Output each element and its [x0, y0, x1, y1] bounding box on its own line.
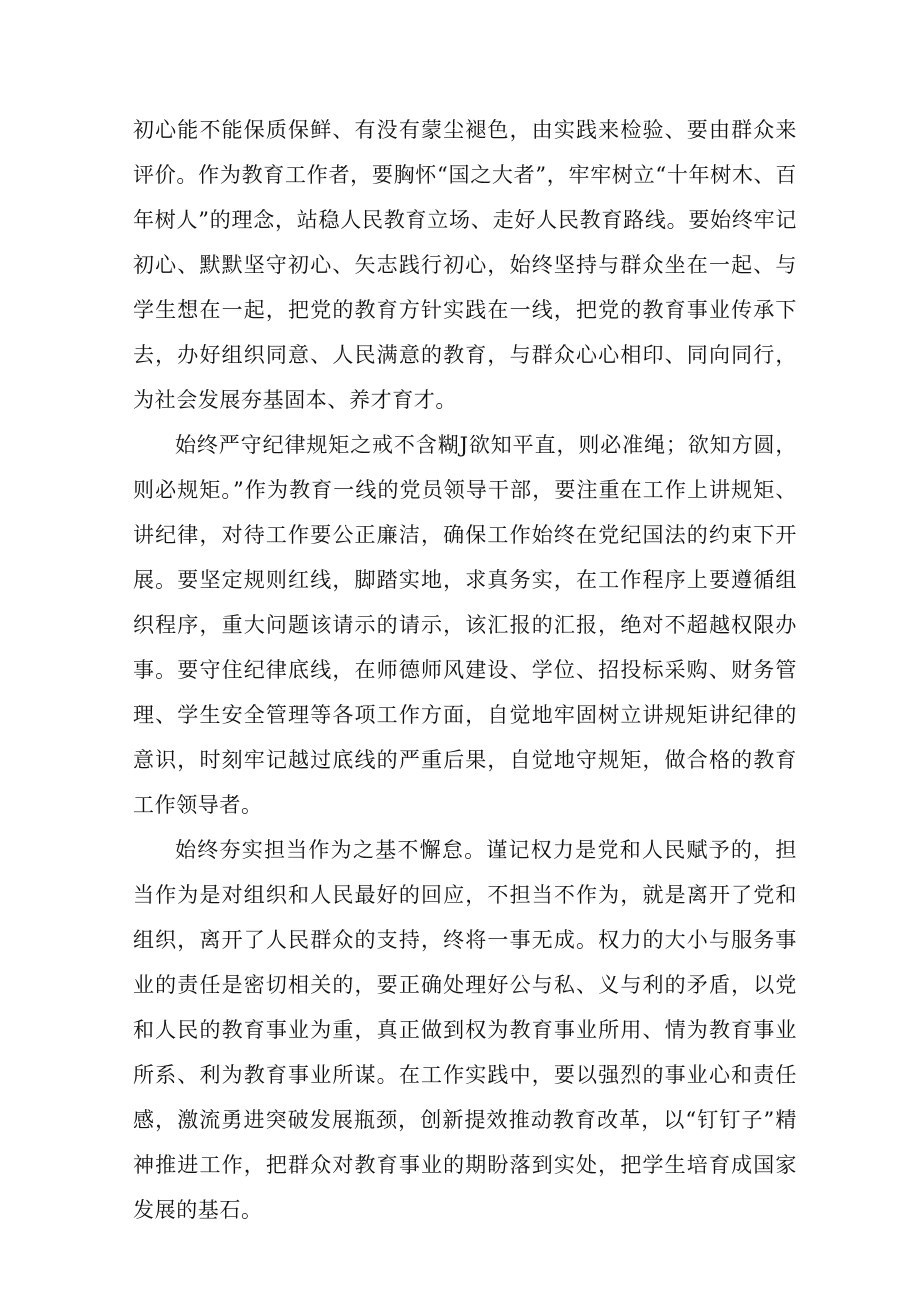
document-body — [133, 108, 797, 1233]
paragraph-3: 始终夯实担当作为之基不懈怠。谨记权力是党和人民赋予的，担当作为是对组织和人民最好的回应，不担当不作为，就是离开了党和组织，离开了人民群众的支持，终将一事无成。权力的大小与服务事业的责任是密切相关的，要正确处理好公与私、义与利的矛盾，以党和人民的教育事业为重，真正做到权为教育事业所用、情为教育事业所系、利为教育事业所谋。在工作实践中，要以强烈的事业心和责任感，激流勇进突破发展瓶颈，创新提效推动教育改革，以“钉钉子”精神推进工作，把群众对教育事业的期盼落到实处，把学生培育成国家发展的基石。 — [133, 838, 797, 1222]
paragraph-2: 始终严守纪律规矩之戒不含糊J欲知平直，则必准绳；欲知方圆，则必规矩。”作为教育一线的党员领导干部，要注重在工作上讲规矩、讲纪律，对待工作要公正廉洁，确保工作始终在党纪国法的约束下开展。要坚定规则红线，脚踏实地，求真务实，在工作程序上要遵循组织程序，重大问题该请示的请示，该汇报的汇报，绝对不超越权限办事。要守住纪律底线，在师德师风建设、学位、招投标采购、财务管理、学生安全管理等各项工作方面，自觉地牢固树立讲规矩讲纪律的意识，时刻牢记越过底线的严重后果，自觉地守规矩，做合格的教育工作领导者。 — [133, 433, 797, 817]
paragraph-1: 初心能不能保质保鲜、有没有蒙尘褪色，由实践来检验、要由群众来评价。作为教育工作者，要胸怀“国之大者”，牢牢树立“十年树木、百年树人”的理念，站稳人民教育立场、走好人民教育路线。要始终牢记初心、默默坚守初心、矢志践行初心，始终坚持与群众坐在一起、与学生想在一起，把党的教育方针实践在一线，把党的教育事业传承下去，办好组织同意、人民满意的教育，与群众心心相印、同向同行，为社会发展夯基固本、养才育才。 — [133, 118, 797, 412]
